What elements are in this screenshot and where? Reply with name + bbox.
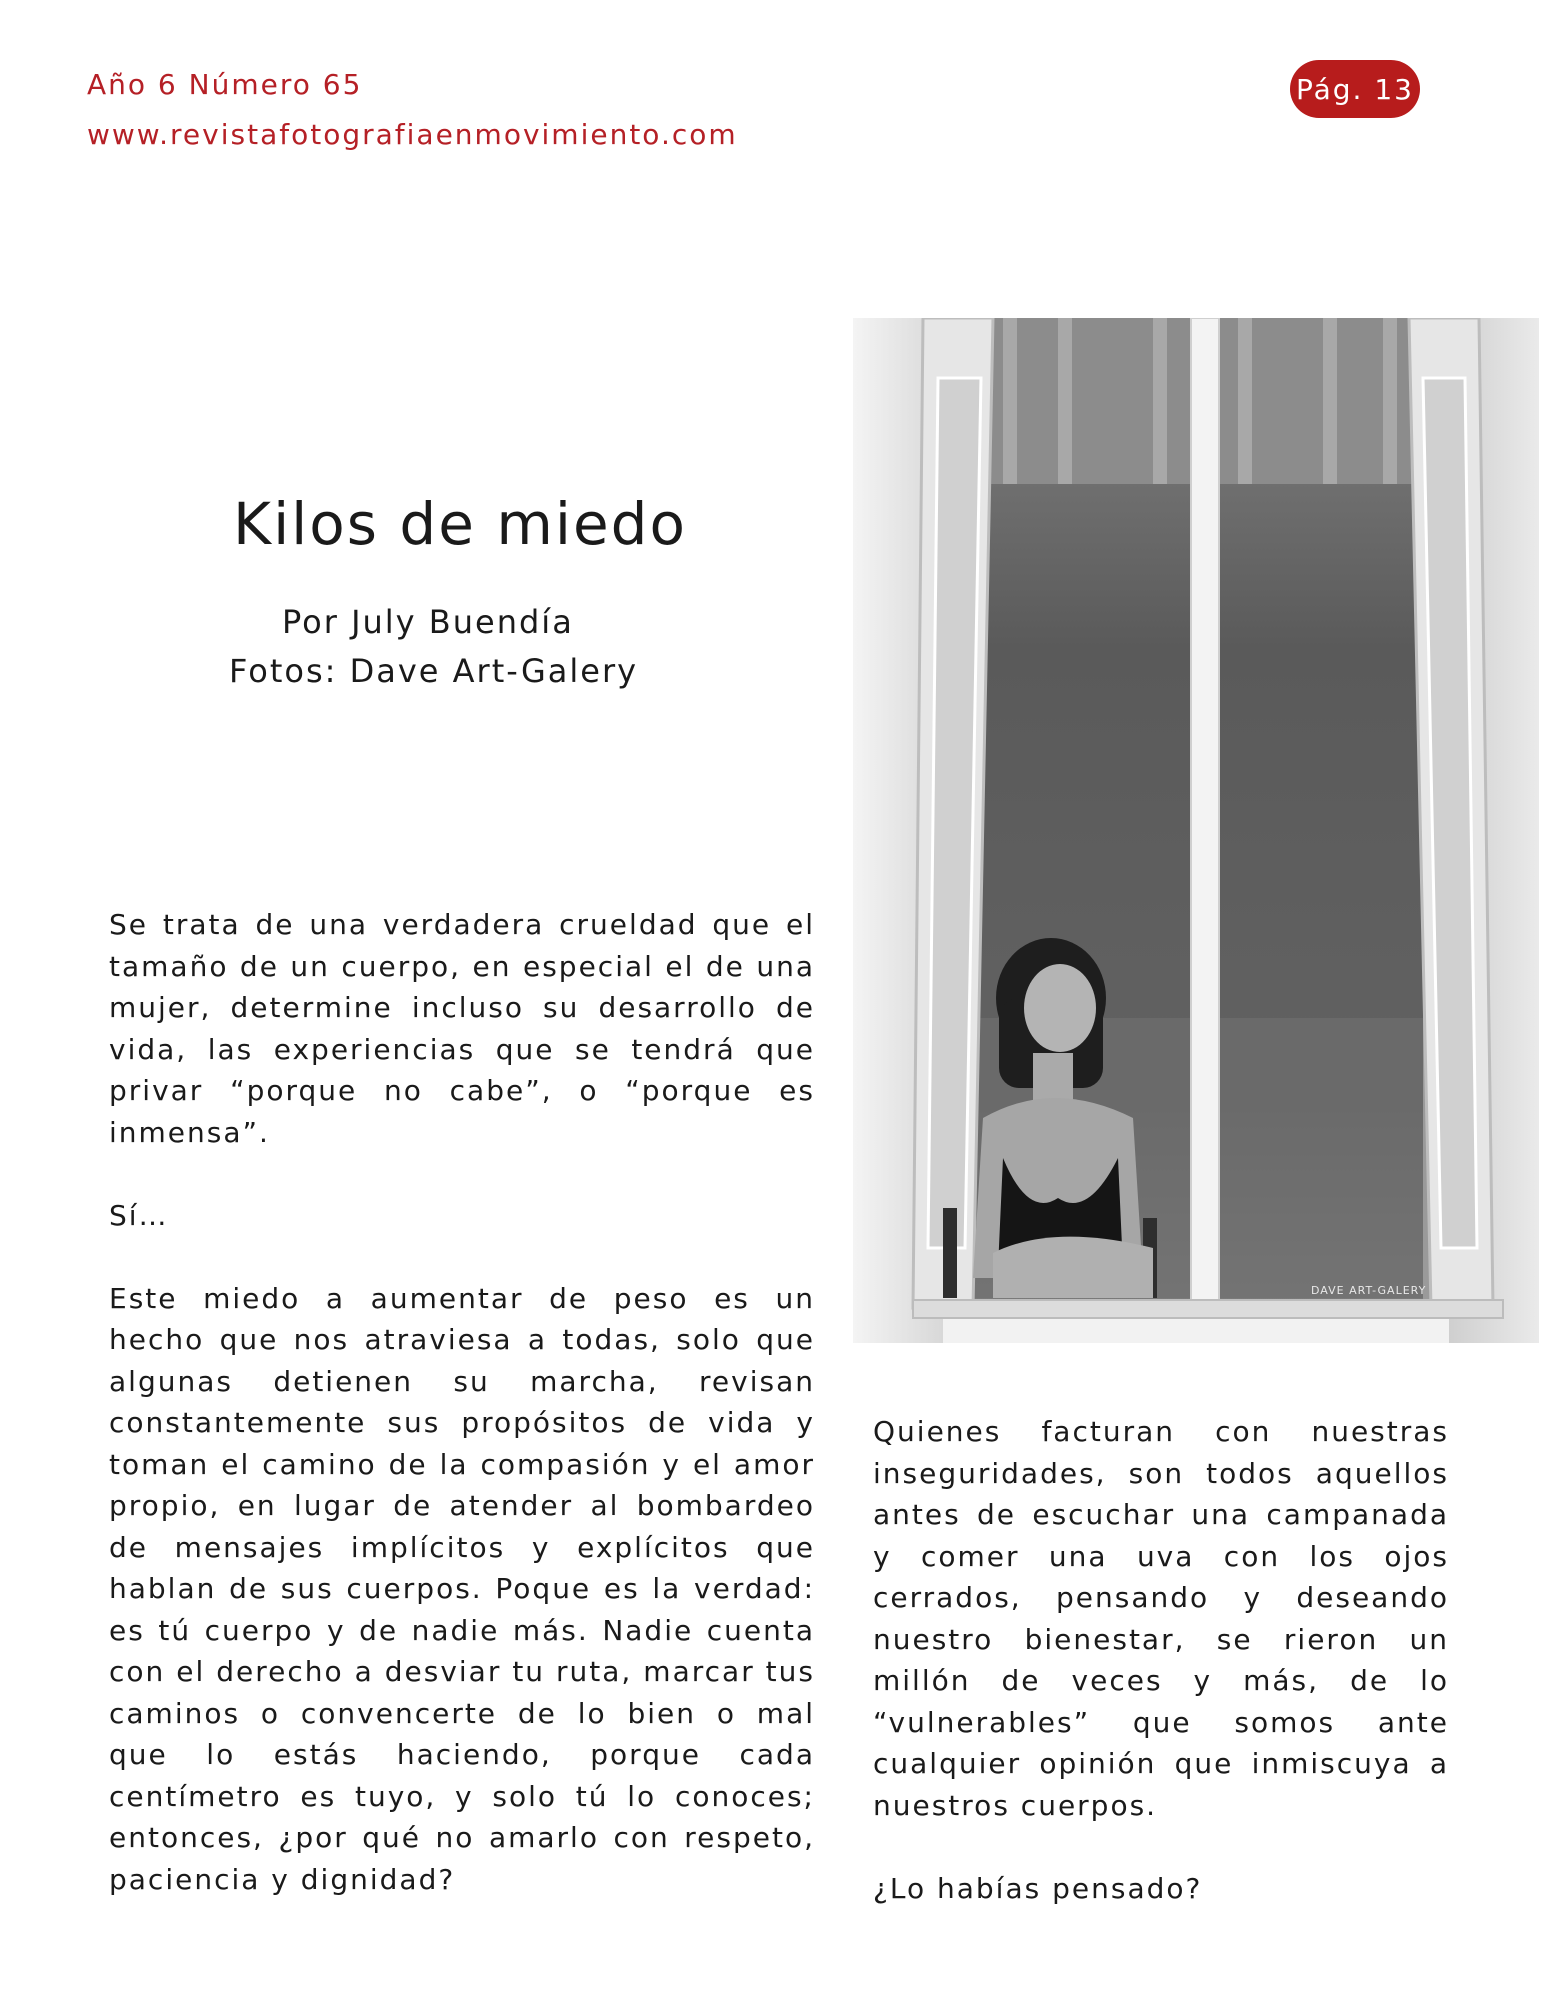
- paragraph: ¿Lo habías pensado?: [873, 1871, 1203, 1905]
- issue-label: Año 6 Número 65: [87, 68, 363, 101]
- photo-credit: Fotos: Dave Art-Galery: [229, 652, 639, 690]
- author-credit: Por July Buendía: [282, 603, 574, 641]
- paragraph: Este miedo a aumentar de peso es un hecho que nos atraviesa a todas, solo que algunas detienen su marcha, revisan constantemente sus propósitos de vida y toman el camino de la compasión y el amor propio, en lugar de atender al bombardeo de mensajes implícitos y explícitos que hablan de sus cuerpos. Poque es la verdad: es tú cuerpo y de nadie más. Nadie cuenta con el derecho a desviar tu ruta, marcar tus caminos o convencerte de lo bien o mal que lo estás haciendo, porque cada centímetro es tuyo, y solo tú lo conoces; entonces, ¿por qué no amarlo con respeto, paciencia y dignidad?: [109, 1281, 815, 1896]
- right-text-column: [873, 1411, 1449, 1951]
- paragraph: Sí…: [109, 1198, 169, 1232]
- website-url[interactable]: www.revistafotografiaenmovimiento.com: [87, 118, 738, 151]
- left-text-column: [109, 904, 815, 1942]
- article-title: Kilos de miedo: [233, 490, 687, 558]
- window-woman-photo: [853, 318, 1539, 1343]
- paragraph: Quienes facturan con nuestras inseguridades, son todos aquellos antes de escuchar una campanada y comer una uva con los ojos cerrados, pensando y deseando nuestro bienestar, se rieron un millón de veces y más, de lo “vulnerables” que somos ante cualquier opinión que inmiscuya a nuestros cuerpos.: [873, 1415, 1449, 1822]
- article-photo: [853, 318, 1539, 1343]
- photo-watermark: DAVE ART-GALERY: [1311, 1284, 1427, 1297]
- page-number-badge: Pág. 13: [1290, 60, 1420, 118]
- paragraph: Se trata de una verdadera crueldad que el tamaño de un cuerpo, en especial el de una mujer, determine incluso su desarrollo de vida, las experiencias que se tendrá que privar “porque no cabe”, o “porque es inmensa”.: [109, 908, 815, 1149]
